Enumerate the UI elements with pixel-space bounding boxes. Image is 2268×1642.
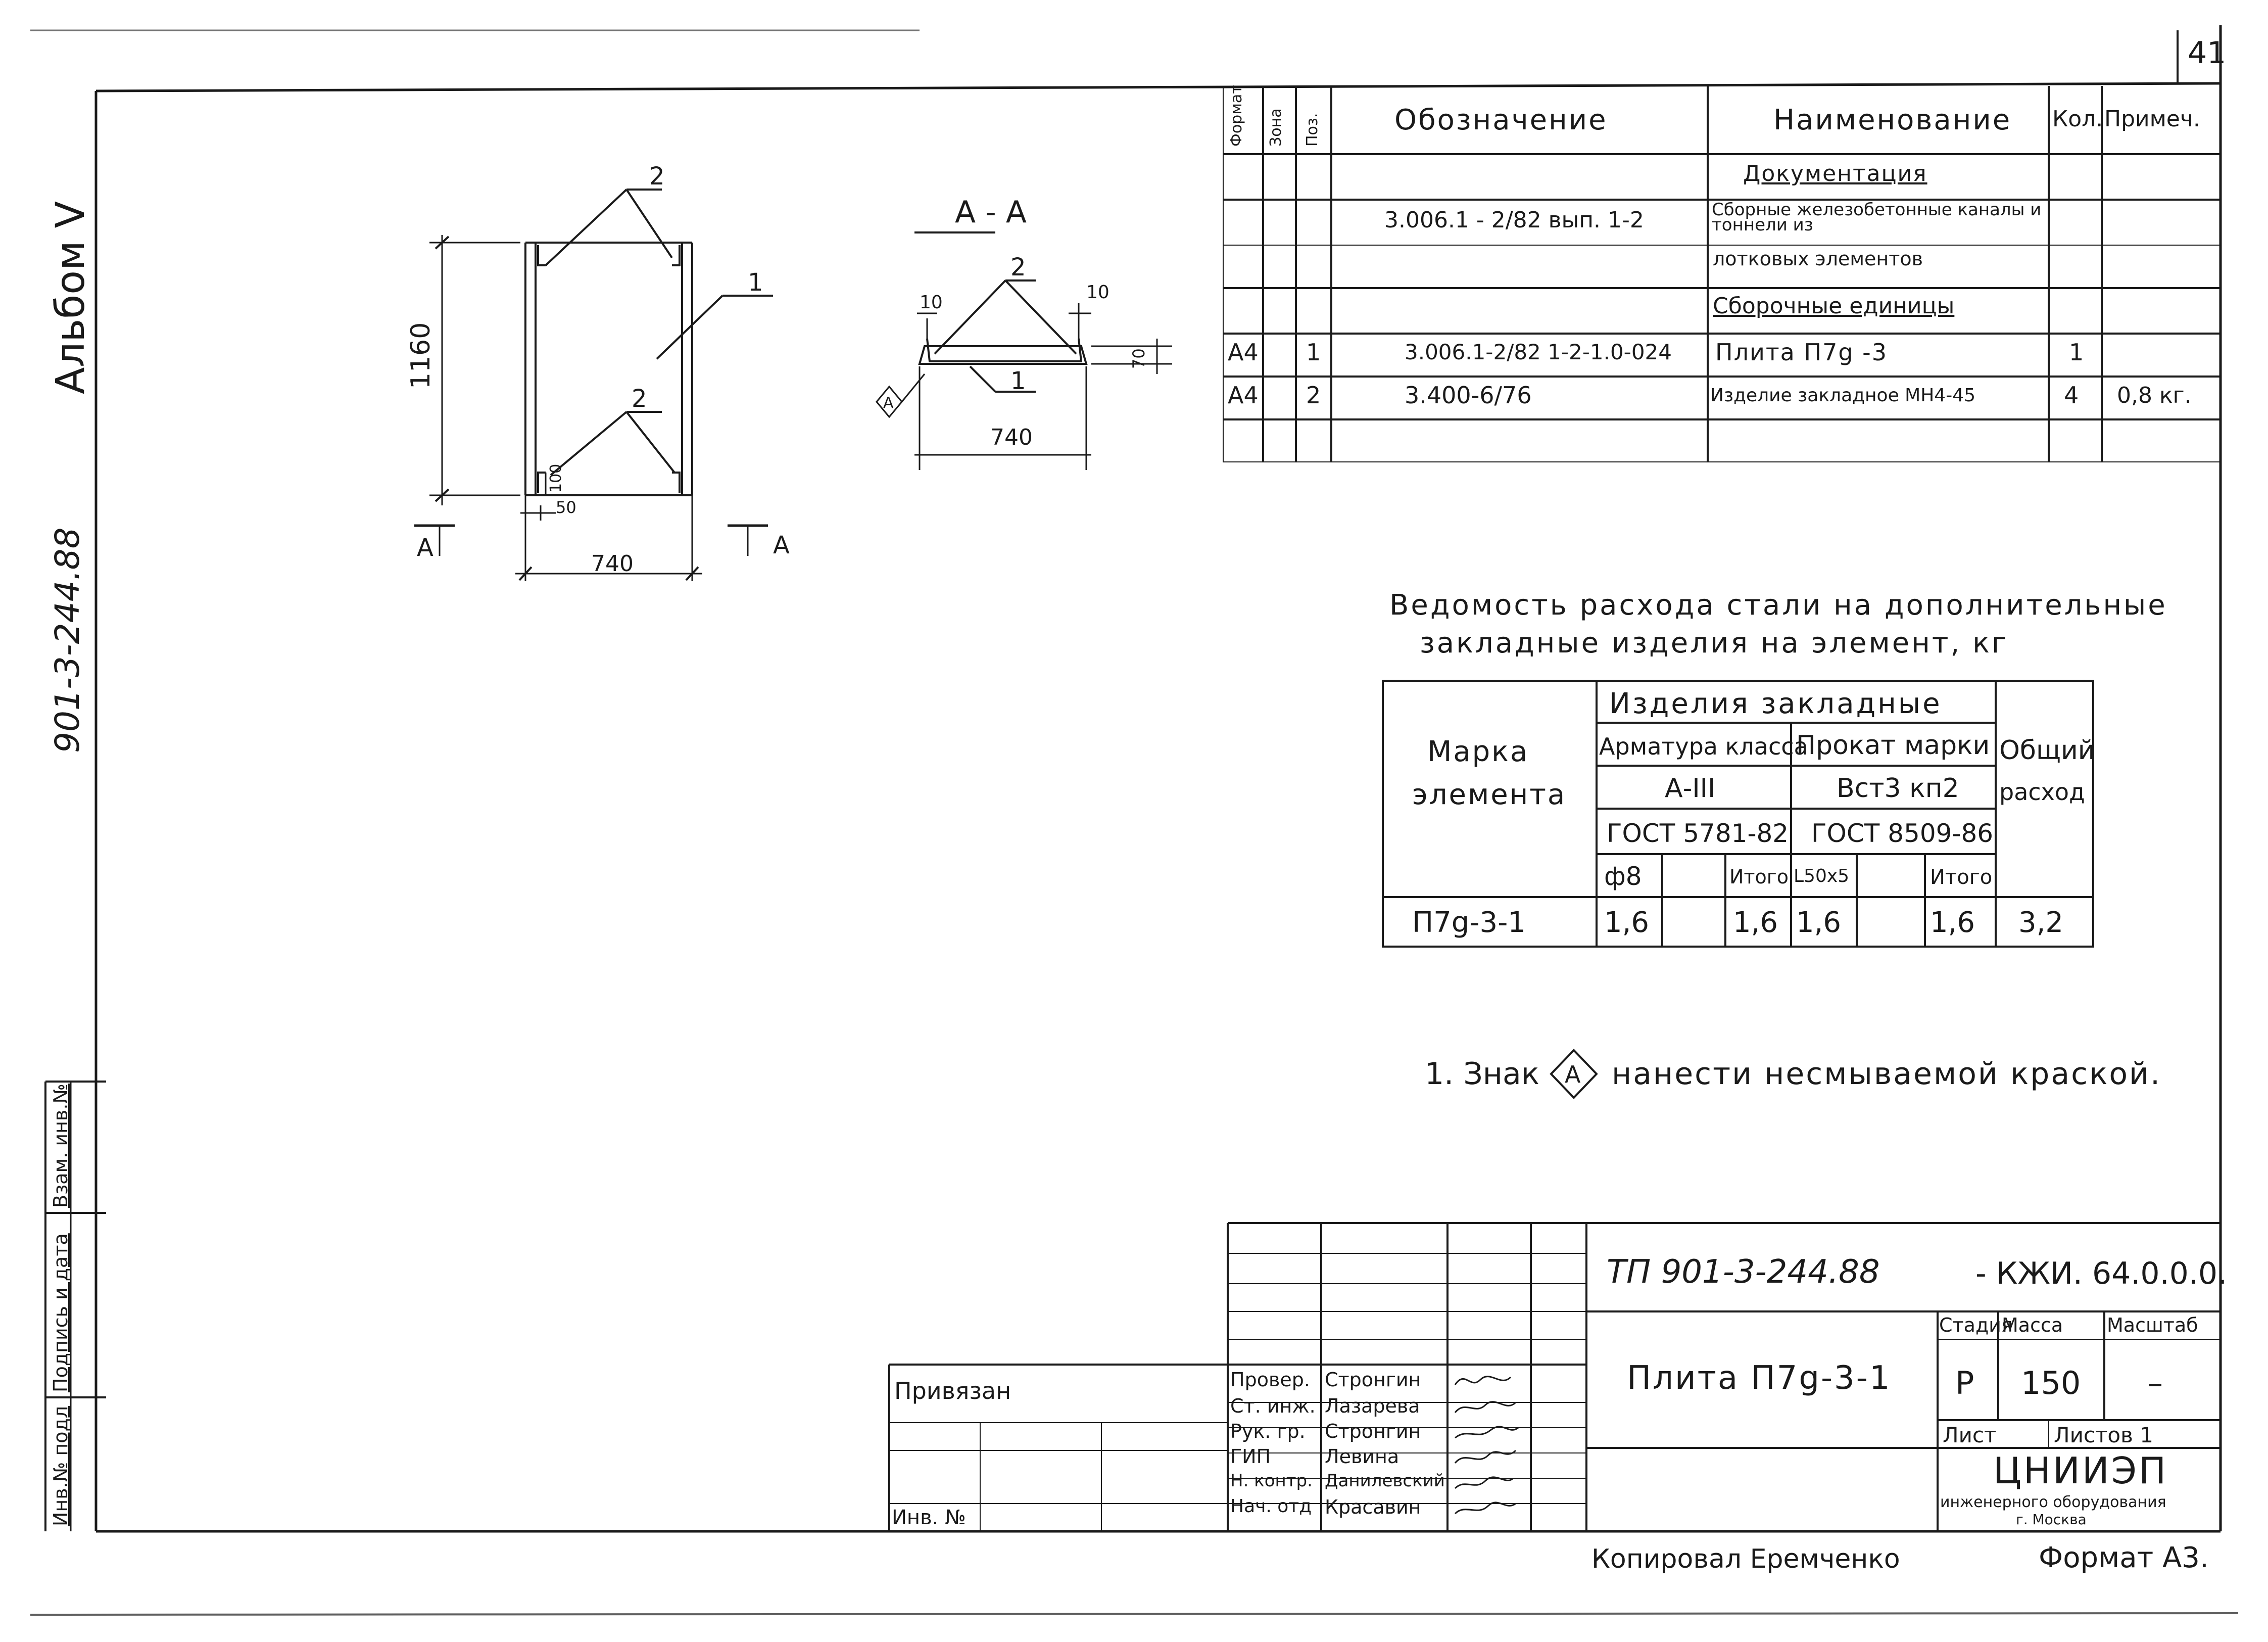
stamp-scale: – [2147, 1365, 2163, 1401]
inv-podl-label: Инв.№ подл [50, 1405, 72, 1526]
spec-row-format: А4 [1228, 382, 1259, 409]
stamp-privyazan: Привязан [894, 1377, 1011, 1404]
steel-sub-itogo1: Итого [1729, 866, 1789, 888]
spec-row-name: Сборные железобетонные каналы и тоннели из [1712, 200, 2042, 235]
section-mark-left: А [417, 534, 433, 562]
plan-dim-50: 50 [556, 498, 576, 517]
podpis-data-label: Подпись и дата [50, 1233, 72, 1392]
format-label: Формат А3. [2039, 1541, 2209, 1574]
section-dim-thickness: 70 [1129, 348, 1148, 369]
steel-header-rebar: Арматура класса [1599, 733, 1808, 760]
stamp-role: ГИП [1230, 1445, 1271, 1468]
steel-header-items: Изделия закладные [1609, 687, 1942, 720]
spec-row-name: лотковых элементов [1713, 248, 1923, 270]
steel-rolled-gost: ГОСТ 8509-86 [1811, 819, 1994, 848]
spec-row-note: 0,8 кг. [2117, 383, 2192, 408]
spec-header-note: Примеч. [2104, 106, 2200, 132]
stamp-org-sub1: инженерного оборудования [1940, 1493, 2166, 1511]
section-dim-width: 740 [990, 425, 1033, 450]
steel-row-itogo2: 1,6 [1930, 906, 1975, 939]
vzam-inv-label: Взам. инв.№ [50, 1084, 72, 1208]
plan-dim-width: 740 [591, 551, 634, 577]
stamp-doc-mark: - КЖИ. 64.0.0.0. [1975, 1256, 2228, 1291]
section-pos-2: 2 [1010, 253, 1026, 282]
spec-row-qty: 1 [2069, 339, 2084, 366]
page-number: 41 [2188, 35, 2227, 71]
spec-header-name: Наименование [1773, 104, 2012, 136]
spec-row-name: Плита П7g -3 [1715, 339, 1888, 366]
plan-dim-height: 1160 [406, 322, 436, 389]
spec-header-pos: Поз. [1304, 113, 1321, 147]
plan-pos-1: 1 [748, 268, 763, 297]
stamp-mass: 150 [2021, 1365, 2081, 1401]
note-suffix: нанести несмываемой краской. [1612, 1056, 2162, 1092]
steel-row-itogo1: 1,6 [1733, 906, 1778, 939]
spec-row-designation: 3.006.1 - 2/82 вып. 1-2 [1384, 207, 1644, 233]
steel-rolled-grade: Вст3 кп2 [1837, 773, 1959, 804]
steel-header-rolled: Прокат марки [1796, 730, 1990, 761]
spec-section-documentation: Документация [1743, 161, 1927, 186]
plan-dim-100: 100 [547, 463, 565, 493]
section-mark-right: А [773, 531, 790, 559]
note-symbol: А [1565, 1061, 1581, 1088]
section-dim-right: 10 [1086, 282, 1109, 303]
spec-header-zone: Зона [1267, 108, 1285, 147]
stamp-role: Ст. инж. [1230, 1395, 1316, 1417]
steel-title-line2: закладные изделия на элемент, кг [1420, 627, 2009, 660]
stamp-role: Н. контр. [1230, 1471, 1313, 1491]
stamp-sheet-header: Лист [1943, 1423, 1997, 1447]
section-pos-1: 1 [1010, 367, 1026, 395]
stamp-person: Лазарева [1325, 1395, 1420, 1417]
steel-header-total-1: Общий [1999, 735, 2095, 766]
stamp-stage: Р [1955, 1365, 1974, 1401]
stamp-scale-header: Масштаб [2107, 1314, 2198, 1336]
stamp-inv-no: Инв. № [892, 1506, 966, 1529]
note-prefix: 1. Знак [1425, 1056, 1540, 1092]
steel-rebar-gost: ГОСТ 5781-82 [1607, 819, 1789, 848]
steel-header-total-2: расход [1999, 778, 2085, 806]
steel-title-line1: Ведомость расхода стали на дополнительные [1389, 589, 2167, 622]
stamp-person: Красавин [1325, 1496, 1421, 1518]
section-title: А - А [955, 195, 1027, 230]
signatures-graphic [1450, 1365, 1531, 1531]
spec-row-pos: 2 [1306, 382, 1321, 409]
stamp-title: Плита П7g-3-1 [1627, 1359, 1892, 1397]
spec-section-assemblies: Сборочные единицы [1713, 293, 1955, 319]
steel-row-mark: П7g-3-1 [1412, 906, 1526, 939]
stamp-stage-header: Стадия [1939, 1314, 2013, 1336]
stamp-mass-header: Масса [2002, 1314, 2063, 1336]
steel-sub-angle: L50x5 [1794, 866, 1850, 886]
section-dim-left: 10 [920, 292, 943, 313]
spec-row-designation: 3.400-6/76 [1405, 382, 1532, 409]
steel-sub-d8: ф8 [1604, 862, 1642, 891]
spec-row-qty: 4 [2064, 382, 2079, 409]
steel-header-mark-1: Марка [1427, 735, 1529, 768]
steel-row-angle: 1,6 [1796, 906, 1842, 939]
steel-row-total: 3,2 [2018, 906, 2064, 939]
side-project-code: 901-3-244.88 [48, 527, 87, 753]
spec-row-designation: 3.006.1-2/82 1-2-1.0-024 [1405, 340, 1672, 364]
spec-row-pos: 1 [1306, 339, 1321, 366]
spec-header-designation: Обозначение [1394, 104, 1608, 136]
stamp-org-sub2: г. Москва [2016, 1511, 2087, 1528]
steel-row-d8: 1,6 [1604, 906, 1650, 939]
plan-pos-2-top: 2 [649, 162, 665, 191]
section-mark-symbol: А [883, 394, 894, 412]
spec-header-qty: Кол. [2052, 106, 2103, 132]
stamp-person: Данилевский [1325, 1471, 1445, 1491]
steel-header-mark-2: элемента [1412, 778, 1567, 811]
stamp-person: Левина [1325, 1445, 1400, 1468]
stamp-role: Провер. [1230, 1369, 1310, 1391]
stamp-doc-code: ТП 901-3-244.88 [1607, 1253, 1880, 1291]
album-label: Альбом V [48, 201, 93, 394]
stamp-person: Стронгин [1325, 1369, 1421, 1391]
stamp-role: Нач. отд [1230, 1496, 1312, 1517]
steel-sub-itogo2: Итого [1930, 866, 1993, 889]
stamp-role: Рук. гр. [1230, 1420, 1306, 1442]
spec-header-format: Формат [1228, 85, 1245, 147]
copied-by: Копировал Еремченко [1591, 1544, 1900, 1574]
stamp-sheets-header: Листов 1 [2054, 1423, 2153, 1447]
plan-pos-2-bottom: 2 [632, 385, 647, 413]
spec-row-name: Изделие закладное МН4-45 [1710, 385, 1976, 406]
spec-row-format: А4 [1228, 339, 1259, 366]
steel-rebar-class: А-III [1665, 773, 1716, 804]
stamp-org: ЦНИИЭП [1993, 1449, 2168, 1492]
stamp-person: Стронгин [1325, 1420, 1421, 1442]
